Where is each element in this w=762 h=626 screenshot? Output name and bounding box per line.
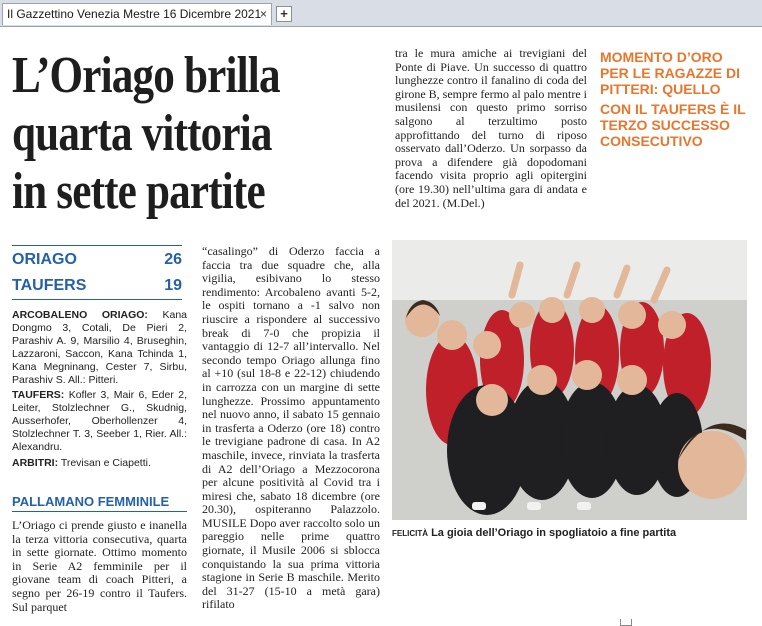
lineup-taufers [12, 389, 187, 454]
lineup-label: ARCOBALENO ORIAGO: [12, 309, 148, 321]
close-icon[interactable]: × [259, 7, 267, 21]
kicker [600, 49, 750, 149]
lineup-text: Kofler 3, Mair 6, Eder 2, Leiter, Stolzlechner G., Skudnig, Ausserhofer, Oberhollenzer 4, Stolzlechner T. 3, Seeber 1, Rier. All.: Alexandru. [12, 389, 187, 453]
newspaper-page [0, 27, 762, 624]
score-rule-top [12, 245, 182, 246]
headline-line-3: in sette partite [12, 163, 265, 220]
section-heading: PALLAMANO FEMMINILE [12, 494, 187, 512]
article-column-1: L’Oriago ci prende giusto e inanella la terza vittoria consecutiva, quarta in sette giornate. Ottimo momento in Serie A2 femminile per il giovane team di coach Pitteri, a segno per 26-19 contro il Taufers. Sul parquet [12, 518, 187, 614]
team-score: 26 [164, 251, 182, 268]
tab-document[interactable] [2, 3, 272, 25]
headline [12, 47, 319, 221]
article-column-3: tra le mura amiche ai trevigiani del Ponte di Piave. Un successo di quattro lunghezze contro il fanalino di coda del girone B, sempre fermo al palo mentre i musilensi con questo primo sorriso salgono al terzultimo posto approfittando del turno di riposo osservato dall’Oderzo. Un sorpasso da prova a difendere già dopodomani facendo visita proprio agli opitergini (ore 19.30) nell’ultima gara di andata e del 2021. (M.Del.) [395, 46, 587, 210]
team-name: ORIAGO [12, 251, 77, 268]
team-photo-illustration [392, 240, 747, 520]
score-row-taufers [12, 277, 182, 297]
lineup-label: TAUFERS: [12, 389, 65, 401]
tab-bar [0, 0, 762, 27]
lineup-oriago [12, 309, 187, 387]
headline-line-2: quarta vittoria [12, 105, 272, 162]
caption-tag: FELICITÀ [392, 529, 428, 538]
kicker-part-2: CON IL TAUFERS È IL TERZO SUCCESSO CONSECUTIVO [600, 101, 746, 149]
caption-text: La gioia dell’Oriago in spogliatoio a fine partita [431, 527, 677, 539]
photo-caption [392, 527, 752, 539]
score-rule-bottom [12, 299, 182, 300]
referees-text: Trevisan e Ciapetti. [60, 457, 151, 469]
new-tab-icon[interactable]: + [276, 6, 292, 22]
referees [12, 457, 187, 470]
referees-label: ARBITRI: [12, 457, 59, 469]
team-name: TAUFERS [12, 277, 87, 294]
article-column-2: “casalingo” di Oderzo faccia a faccia tra due squadre che, alla vigilia, esibivano lo stesso rendimento: Arcobaleno avanti 5-2, le ospiti tornano a -1 salvo non riuscire a rispondere al successivo break di 7-0 che propizia il vantaggio di 12-7 all’intervallo. Nel secondo tempo Oriago allunga fino al +10 (sul 18-8 e 22-12) chiudendo in carrozza con un margine di sette lunghezze. Prossimo appuntamento nel nuovo anno, il sabato 15 gennaio in trasferta a Oderzo (ore 18) contro le trevigiane padrone di casa. In A2 maschile, invece, rinviata la trasferta di A2 dell’Oriago a Mezzocorona per alcune positività al Covid tra i miresi che, sabato 18 dicembre (ore 20.30), ospiteranno Palazzolo. MUSILE Dopo aver raccolto solo un pareggio nelle prime quattro giornate, il Musile 2006 si sblocca conquistando la sua prima vittoria stagione in Serie B maschile. Merito del 31-27 (15-10 a metà gara) rifilato [202, 244, 380, 612]
team-score: 19 [164, 277, 182, 294]
team-photo [392, 240, 747, 520]
score-row-oriago [12, 251, 182, 271]
headline-line-1: L’Oriago brilla [12, 47, 280, 104]
kicker-part-1: MOMENTO D’ORO PER LE RAGAZZE DI PITTERI: QUELLO [600, 49, 741, 97]
lineup-text: Kana Dongmo 3, Cotali, De Pieri 2, Parashiv A. 9, Marsilio 4, Bruseghin, Lazzaroni, Saccon, Kana Tchinda 1, Kana Megninang, Cester 7, Sirbu, Parashiv S. All.: Pitteri. [12, 309, 188, 386]
page-corner-mark [620, 619, 632, 626]
tab-title: Il Gazzettino Venezia Mestre 16 Dicembre 2021 [7, 7, 262, 21]
